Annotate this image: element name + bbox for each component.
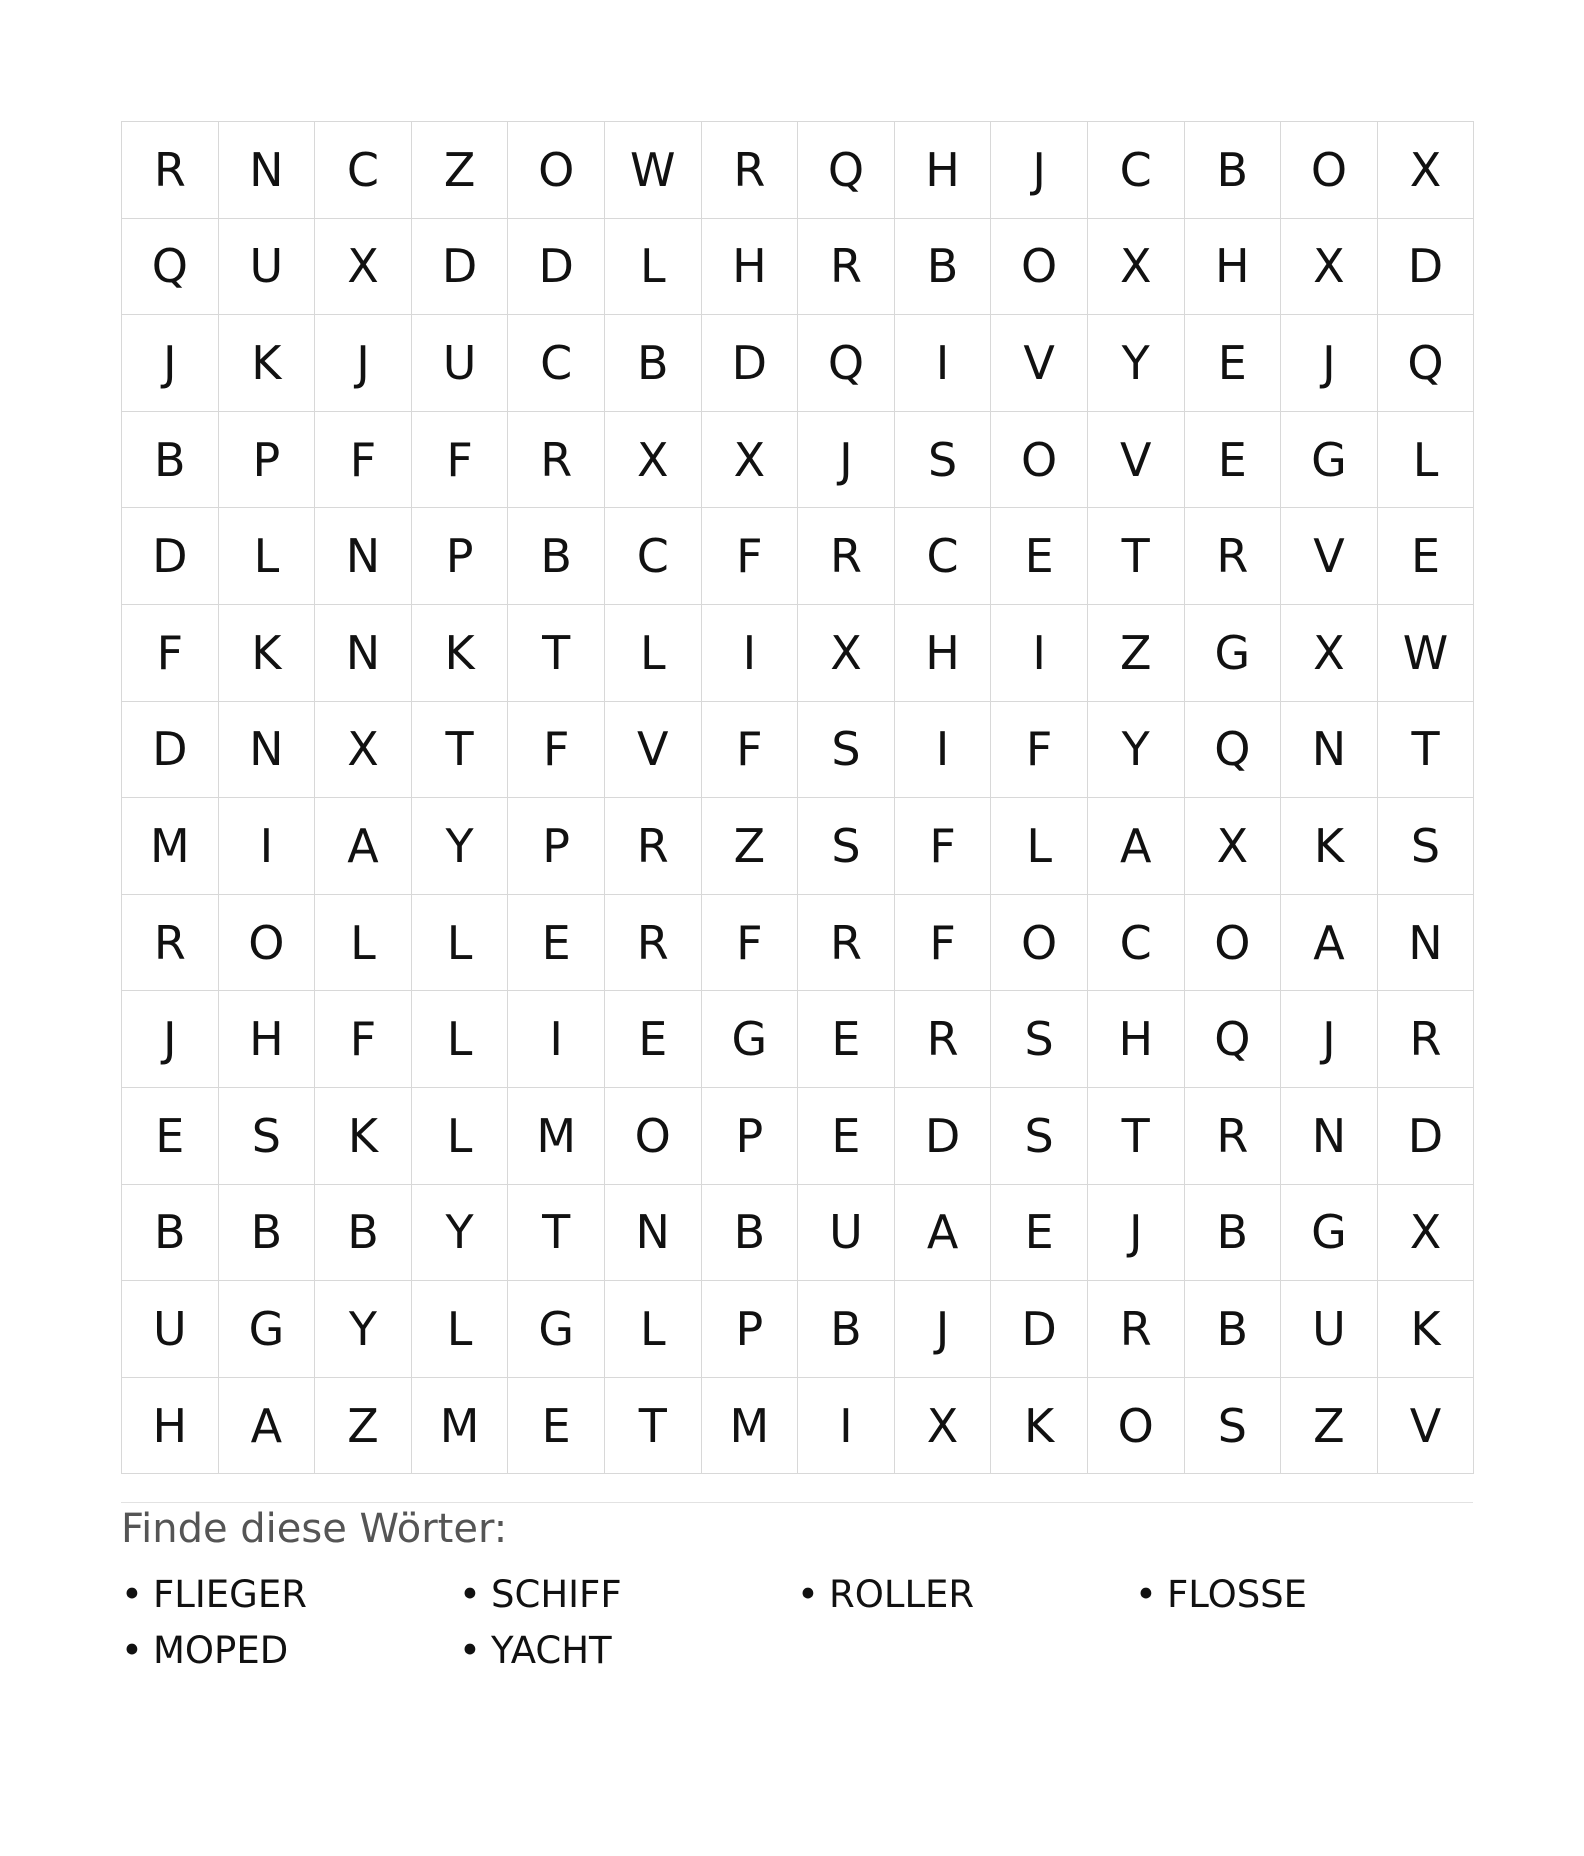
grid-cell[interactable]: U [798,1185,895,1282]
grid-cell[interactable]: T [508,1185,605,1282]
grid-cell[interactable]: L [605,219,702,316]
grid-cell[interactable]: R [605,798,702,895]
grid-cell[interactable]: R [798,895,895,992]
grid-cell[interactable]: C [1088,895,1185,992]
grid-cell[interactable]: R [798,508,895,605]
grid-cell[interactable]: J [122,991,219,1088]
grid-cell[interactable]: N [219,702,316,799]
grid-cell[interactable]: G [1185,605,1282,702]
grid-cell[interactable]: B [508,508,605,605]
grid-cell[interactable]: H [1088,991,1185,1088]
grid-cell[interactable]: E [122,1088,219,1185]
grid-cell[interactable]: F [702,702,799,799]
grid-cell[interactable]: O [605,1088,702,1185]
grid-cell[interactable]: U [122,1281,219,1378]
grid-cell[interactable]: J [315,315,412,412]
grid-cell[interactable]: F [895,895,992,992]
grid-cell[interactable]: C [508,315,605,412]
grid-cell[interactable]: M [702,1378,799,1475]
grid-cell[interactable]: D [1378,219,1475,316]
grid-cell[interactable]: C [1088,122,1185,219]
grid-cell[interactable]: G [219,1281,316,1378]
grid-cell[interactable]: K [412,605,509,702]
grid-cell[interactable]: L [219,508,316,605]
grid-cell[interactable]: X [315,702,412,799]
grid-cell[interactable]: V [1378,1378,1475,1475]
grid-cell[interactable]: N [1281,1088,1378,1185]
grid-cell[interactable]: R [1378,991,1475,1088]
grid-cell[interactable]: K [219,315,316,412]
grid-cell[interactable]: Y [315,1281,412,1378]
grid-cell[interactable]: K [219,605,316,702]
grid-cell[interactable]: T [412,702,509,799]
grid-cell[interactable]: A [1088,798,1185,895]
grid-cell[interactable]: W [1378,605,1475,702]
grid-cell[interactable]: T [605,1378,702,1475]
grid-cell[interactable]: O [219,895,316,992]
grid-cell[interactable]: F [702,508,799,605]
word-label: SCHIFF [491,1572,622,1616]
grid-cell[interactable]: O [1281,122,1378,219]
grid-cell[interactable]: L [315,895,412,992]
grid-cell[interactable]: A [1281,895,1378,992]
grid-cell[interactable]: L [1378,412,1475,509]
grid-cell[interactable]: Y [412,798,509,895]
grid-cell[interactable]: B [122,1185,219,1282]
grid-cell[interactable]: S [798,798,895,895]
grid-cell[interactable]: E [1378,508,1475,605]
grid-cell[interactable]: Q [1185,991,1282,1088]
grid-cell[interactable]: X [798,605,895,702]
grid-cell[interactable]: V [1088,412,1185,509]
grid-cell[interactable]: C [315,122,412,219]
grid-cell[interactable]: I [991,605,1088,702]
grid-cell[interactable]: D [122,508,219,605]
grid-cell[interactable]: W [605,122,702,219]
grid-cell[interactable]: X [1185,798,1282,895]
grid-cell[interactable]: B [122,412,219,509]
grid-cell[interactable]: P [508,798,605,895]
grid-cell[interactable]: D [122,702,219,799]
grid-cell[interactable]: V [605,702,702,799]
grid-cell[interactable]: C [605,508,702,605]
grid-cell[interactable]: D [508,219,605,316]
grid-cell[interactable]: O [1185,895,1282,992]
grid-cell[interactable]: S [798,702,895,799]
grid-cell[interactable]: F [412,412,509,509]
grid-cell[interactable]: O [991,412,1088,509]
grid-cell[interactable]: X [605,412,702,509]
divider [121,1502,1473,1503]
grid-cell[interactable]: Z [1281,1378,1378,1475]
grid-cell[interactable]: B [605,315,702,412]
grid-cell[interactable]: I [895,702,992,799]
grid-cell[interactable]: B [315,1185,412,1282]
grid-cell[interactable]: K [1281,798,1378,895]
grid-cell[interactable]: X [1378,122,1475,219]
grid-cell[interactable]: R [1088,1281,1185,1378]
grid-cell[interactable]: U [412,315,509,412]
grid-cell[interactable]: H [895,122,992,219]
grid-cell[interactable]: K [1378,1281,1475,1378]
word-list-item [797,1566,1135,1622]
grid-cell[interactable]: O [991,219,1088,316]
grid-cell[interactable]: X [1281,605,1378,702]
grid-cell[interactable]: E [508,895,605,992]
grid-cell[interactable]: P [412,508,509,605]
grid-cell[interactable]: Z [315,1378,412,1475]
word-label: FLIEGER [153,1572,307,1616]
word-list-item [121,1622,459,1678]
grid-cell[interactable]: B [895,219,992,316]
word-label: MOPED [153,1628,289,1672]
grid-cell[interactable]: Y [412,1185,509,1282]
grid-cell[interactable]: G [1281,1185,1378,1282]
grid-cell[interactable]: X [702,412,799,509]
grid-cell[interactable]: T [1088,508,1185,605]
grid-cell[interactable]: E [605,991,702,1088]
grid-cell[interactable]: F [315,991,412,1088]
grid-cell[interactable]: L [605,605,702,702]
word-list-item [1135,1566,1473,1622]
grid-cell[interactable]: E [991,508,1088,605]
grid-cell[interactable]: D [412,219,509,316]
grid-cell[interactable]: X [895,1378,992,1475]
grid-cell[interactable]: R [122,895,219,992]
grid-cell[interactable]: E [508,1378,605,1475]
grid-cell[interactable]: C [895,508,992,605]
grid-cell[interactable]: F [122,605,219,702]
grid-cell[interactable]: N [605,1185,702,1282]
grid-cell[interactable]: D [991,1281,1088,1378]
grid-cell[interactable]: G [1281,412,1378,509]
grid-cell[interactable]: S [1378,798,1475,895]
grid-cell[interactable]: J [1281,991,1378,1088]
bullet-icon: • [121,1572,143,1616]
grid-cell[interactable]: X [315,219,412,316]
grid-cell[interactable]: J [991,122,1088,219]
grid-cell[interactable]: P [702,1088,799,1185]
word-list-item [459,1566,797,1622]
grid-cell[interactable]: H [702,219,799,316]
grid-cell[interactable]: G [702,991,799,1088]
grid-cell[interactable]: S [991,991,1088,1088]
grid-cell[interactable]: Q [1378,315,1475,412]
grid-cell[interactable]: R [1185,1088,1282,1185]
grid-cell[interactable]: Z [1088,605,1185,702]
word-list [121,1566,1473,1678]
grid-cell[interactable]: L [412,1088,509,1185]
word-label: ROLLER [829,1572,975,1616]
grid-cell[interactable]: X [1378,1185,1475,1282]
grid-cell[interactable]: H [895,605,992,702]
grid-cell[interactable]: N [315,508,412,605]
grid-cell[interactable]: L [605,1281,702,1378]
grid-cell[interactable]: H [219,991,316,1088]
grid-cell[interactable]: H [122,1378,219,1475]
grid-cell[interactable]: F [895,798,992,895]
grid-cell[interactable]: I [798,1378,895,1475]
grid-cell[interactable]: B [219,1185,316,1282]
grid-cell[interactable]: N [315,605,412,702]
grid-cell[interactable]: Q [1185,702,1282,799]
grid-cell[interactable]: I [895,315,992,412]
grid-cell[interactable]: E [798,991,895,1088]
grid-cell[interactable]: M [412,1378,509,1475]
grid-cell[interactable]: K [991,1378,1088,1475]
grid-cell[interactable]: J [1088,1185,1185,1282]
bullet-icon: • [797,1572,819,1616]
grid-cell[interactable]: M [122,798,219,895]
grid-cell[interactable]: R [702,122,799,219]
grid-cell[interactable]: N [219,122,316,219]
grid-cell[interactable]: R [605,895,702,992]
grid-cell[interactable]: B [702,1185,799,1282]
grid-cell[interactable]: F [991,702,1088,799]
grid-cell[interactable]: E [991,1185,1088,1282]
grid-cell[interactable]: R [798,219,895,316]
grid-cell[interactable]: J [798,412,895,509]
grid-cell[interactable]: N [1281,702,1378,799]
grid-cell[interactable]: S [219,1088,316,1185]
grid-cell[interactable]: X [1088,219,1185,316]
grid-cell[interactable]: E [1185,315,1282,412]
grid-cell[interactable]: B [1185,1281,1282,1378]
grid-cell[interactable]: R [122,122,219,219]
grid-cell[interactable]: F [508,702,605,799]
grid-cell[interactable]: N [1378,895,1475,992]
grid-cell[interactable]: L [412,991,509,1088]
grid-cell[interactable]: Q [798,315,895,412]
grid-cell[interactable]: M [508,1088,605,1185]
grid-cell[interactable]: F [702,895,799,992]
grid-cell[interactable]: J [122,315,219,412]
grid-cell[interactable]: V [991,315,1088,412]
grid-cell[interactable]: P [219,412,316,509]
grid-cell[interactable]: R [508,412,605,509]
grid-cell[interactable]: T [1088,1088,1185,1185]
grid-cell[interactable]: S [1185,1378,1282,1475]
grid-cell[interactable]: P [702,1281,799,1378]
grid-cell[interactable]: A [315,798,412,895]
grid-cell[interactable]: E [798,1088,895,1185]
grid-cell[interactable]: E [1185,412,1282,509]
grid-cell[interactable]: S [991,1088,1088,1185]
word-label: FLOSSE [1167,1572,1308,1616]
grid-cell[interactable]: L [412,1281,509,1378]
grid-cell[interactable]: J [895,1281,992,1378]
grid-cell[interactable]: R [1185,508,1282,605]
word-search-grid [121,121,1474,1474]
grid-cell[interactable]: T [1378,702,1475,799]
grid-cell[interactable]: A [219,1378,316,1475]
grid-cell[interactable]: D [702,315,799,412]
grid-cell[interactable]: U [219,219,316,316]
grid-cell[interactable]: Q [798,122,895,219]
grid-cell[interactable]: B [798,1281,895,1378]
word-list-item [459,1622,797,1678]
bullet-icon: • [1135,1572,1157,1616]
grid-cell[interactable]: D [1378,1088,1475,1185]
grid-cell[interactable]: L [991,798,1088,895]
grid-cell[interactable]: Y [1088,702,1185,799]
bullet-icon: • [121,1628,143,1672]
grid-cell[interactable]: O [1088,1378,1185,1475]
grid-cell[interactable]: R [895,991,992,1088]
instructions-heading: Finde diese Wörter: [121,1506,508,1552]
word-list-item [121,1566,459,1622]
grid-cell[interactable]: H [1185,219,1282,316]
grid-cell[interactable]: O [508,122,605,219]
grid-cell[interactable]: A [895,1185,992,1282]
grid-cell[interactable]: I [702,605,799,702]
grid-cell[interactable]: X [1281,219,1378,316]
grid-cell[interactable]: T [508,605,605,702]
bullet-icon: • [459,1628,481,1672]
word-label: YACHT [491,1628,612,1672]
grid-cell[interactable]: O [991,895,1088,992]
grid-cell[interactable]: V [1281,508,1378,605]
grid-cell[interactable]: I [508,991,605,1088]
grid-cell[interactable]: U [1281,1281,1378,1378]
grid-cell[interactable]: Q [122,219,219,316]
grid-cell[interactable]: L [412,895,509,992]
grid-cell[interactable]: S [895,412,992,509]
grid-cell[interactable]: G [508,1281,605,1378]
grid-cell[interactable]: Z [702,798,799,895]
grid-cell[interactable]: F [315,412,412,509]
grid-cell[interactable]: Z [412,122,509,219]
grid-cell[interactable]: K [315,1088,412,1185]
grid-cell[interactable]: B [1185,1185,1282,1282]
grid-cell[interactable]: I [219,798,316,895]
bullet-icon: • [459,1572,481,1616]
grid-cell[interactable]: D [895,1088,992,1185]
grid-cell[interactable]: J [1281,315,1378,412]
grid-cell[interactable]: B [1185,122,1282,219]
grid-cell[interactable]: Y [1088,315,1185,412]
